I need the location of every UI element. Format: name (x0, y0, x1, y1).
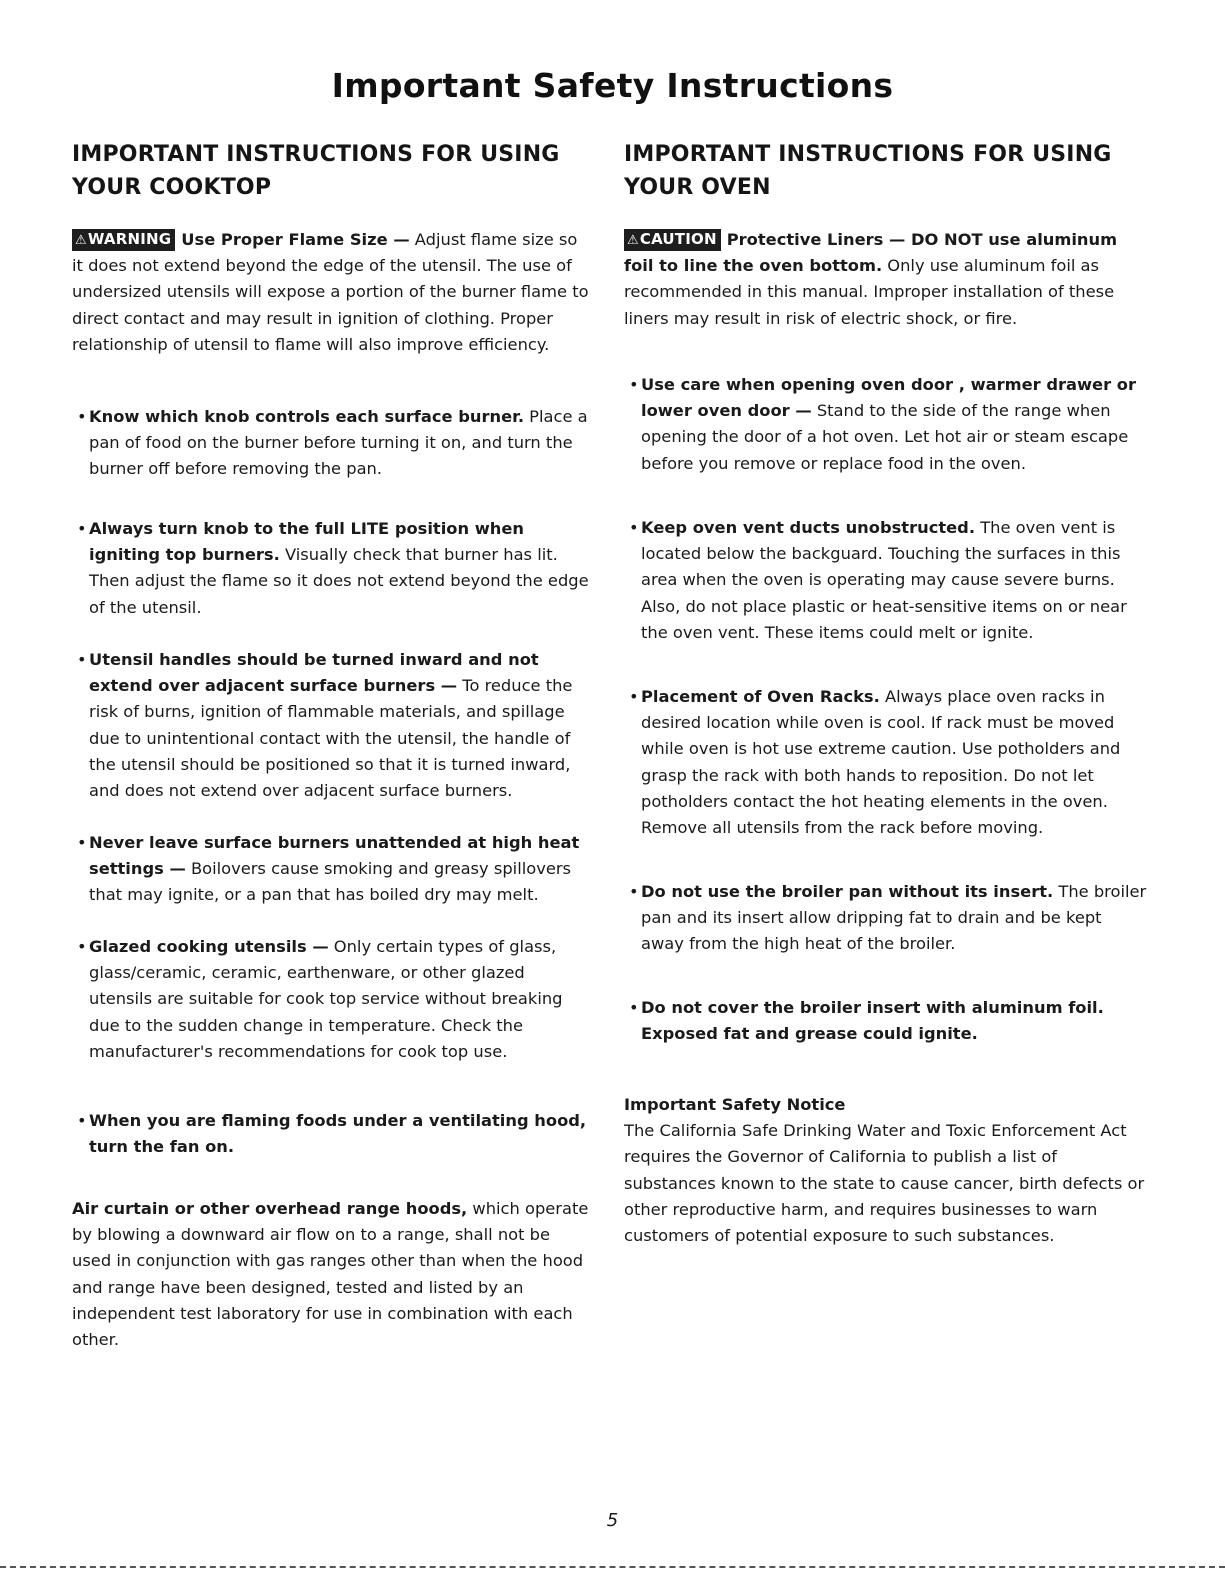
item-lead: Always turn knob to the full LITE position when igniting top burners. (89, 519, 525, 565)
caution-badge (624, 229, 721, 251)
list-item: • Know which knob controls each surface burner. Place a pan of food on the burner before turning it on, and turn the burner off before removing the pan. (77, 407, 588, 479)
notice-title: Important Safety Notice (624, 1095, 846, 1114)
list-item: • Placement of Oven Racks. Always place oven racks in desired location while oven is cool. If rack must be moved while oven is hot use extreme caution. Use potholders and grasp the rack with both hands to reposition. Do not let potholders contact the hot heating elements in the oven. Remove all utensils from the rack before moving. (629, 687, 1121, 838)
page-number: 5 (606, 1510, 619, 1531)
page-title: Important Safety Instructions (331, 66, 894, 105)
item-lead: Use care when opening oven door , warmer drawer or lower oven door — (641, 375, 1137, 421)
item-lead: Keep oven vent ducts unobstructed. (641, 518, 976, 537)
item-text: Visually check that burner has lit. Then adjust the flame so it does not extend beyond the edge of the utensil. (89, 545, 589, 617)
item-lead: Know which knob controls each surface burner. (89, 407, 524, 426)
air-curtain-lead: Air curtain or other overhead range hoods, (72, 1199, 468, 1218)
air-curtain-paragraph (72, 1196, 592, 1353)
warning-badge (72, 229, 175, 251)
item-text: The oven vent is located below the backguard. Touching the surfaces in this area when the oven is operating may cause severe burns. Also, do not place plastic or heat-sensitive items on or near the oven vent. These items could melt or ignite. (641, 518, 1127, 642)
item-text: Stand to the side of the range when opening the door of a hot oven. Let hot air or steam escape before you remove or replace food in the oven. (641, 401, 1129, 473)
oven-section-heading: IMPORTANT INSTRUCTIONS FOR USING YOUR OVEN (624, 142, 1112, 200)
caution-block (624, 227, 1149, 332)
item-text: The broiler pan and its insert allow dripping fat to drain and be kept away from the high heat of the broiler. (641, 882, 1147, 954)
list-item: • Glazed cooking utensils — Only certain types of glass, glass/ceramic, ceramic, earthenware, or other glazed utensils are suitable for cook top service without breaking due to the sudden change in temperature. Check the manufacturer's recommendations for cook top use. (77, 937, 563, 1061)
item-lead: Do not cover the broiler insert with aluminum foil. Exposed fat and grease could ignite. (641, 998, 1104, 1044)
notice-text: The California Safe Drinking Water and Toxic Enforcement Act requires the Governor of California to publish a list of substances known to the state to cause cancer, birth defects or other reproductive harm, and requires businesses to warn customers of potential exposure to such substances. (624, 1121, 1145, 1246)
item-lead: Glazed cooking utensils — (89, 937, 329, 956)
item-lead: Never leave surface burners unattended at high heat settings — (89, 833, 580, 879)
item-lead: Placement of Oven Racks. (641, 687, 880, 706)
warning-text: Adjust flame size so it does not extend beyond the edge of the utensil. The use of undersized utensils will expose a portion of the burner flame to direct contact and may result in ignition of clothing. Proper relationship of utensil to flame will also improve efficiency. (72, 230, 589, 354)
item-text: Always place oven racks in desired location while oven is cool. If rack must be moved while oven is hot use extreme caution. Use potholders and grasp the rack with both hands to reposition. Do not let potholders contact the hot heating elements in the oven. Remove all utensils from the rack before moving. (641, 687, 1121, 838)
item-text: Boilovers cause smoking and greasy spillovers that may ignite, or a pan that has boiled dry may melt. (89, 859, 572, 905)
caution-text: Only use aluminum foil as recommended in this manual. Improper installation of these liners may result in risk of electric shock, or fire. (624, 256, 1115, 328)
bottom-divider (0, 1566, 1225, 1568)
caution-badge-label: CAUTION (639, 230, 717, 248)
safety-notice (624, 1092, 1149, 1249)
item-text: To reduce the risk of burns, ignition of flammable materials, and spillage due to unintentional contact with the utensil, the handle of the utensil should be positioned so that it is turned inward, and does not extend over adjacent surface burners. (89, 676, 573, 801)
item-lead: Do not use the broiler pan without its insert. (641, 882, 1054, 901)
air-curtain-text: which operate by blowing a downward air flow on to a range, shall not be used in conjunction with gas ranges other than when the hood and range have been designed, tested and listed by an independent test laboratory for use in combination with each other. (72, 1199, 589, 1350)
warning-block (72, 227, 592, 358)
list-item: • Do not cover the broiler insert with aluminum foil. Exposed fat and grease could ignite. (629, 998, 1104, 1044)
item-text: Place a pan of food on the burner before turning it on, and turn the burner off before removing the pan. (89, 407, 588, 479)
cooktop-column (72, 138, 592, 1350)
list-item: • Keep oven vent ducts unobstructed. The oven vent is located below the backguard. Touching the surfaces in this area when the oven is operating may cause severe burns. Also, do not place plastic or heat-sensitive items on or near the oven vent. These items could melt or ignite. (629, 518, 1127, 642)
oven-column (624, 138, 1149, 1246)
item-lead: When you are flaming foods under a ventilating hood, turn the fan on. (89, 1111, 587, 1157)
warning-badge-label: WARNING (87, 230, 172, 248)
warning-triangle-icon: ⚠ (75, 233, 87, 248)
item-lead: Utensil handles should be turned inward and not extend over adjacent surface burners — (89, 650, 539, 696)
caution-lead: Protective Liners — DO NOT use aluminum foil to line the oven bottom. (624, 230, 1118, 276)
caution-triangle-icon: ⚠ (627, 233, 639, 248)
list-item: • When you are flaming foods under a ventilating hood, turn the fan on. (77, 1111, 587, 1157)
cooktop-section-heading: IMPORTANT INSTRUCTIONS FOR USING YOUR COOKTOP (72, 142, 560, 200)
list-item: • Always turn knob to the full LITE position when igniting top burners. Visually check that burner has lit. Then adjust the flame so it does not extend beyond the edge of the utensil. (77, 519, 589, 617)
warning-lead: Use Proper Flame Size — (181, 230, 410, 249)
list-item: • Do not use the broiler pan without its insert. The broiler pan and its insert allow dripping fat to drain and be kept away from the high heat of the broiler. (629, 882, 1147, 954)
list-item: • Never leave surface burners unattended at high heat settings — Boilovers cause smoking and greasy spillovers that may ignite, or a pan that has boiled dry may melt. (77, 833, 580, 905)
list-item: • Utensil handles should be turned inward and not extend over adjacent surface burners — To reduce the risk of burns, ignition of flammable materials, and spillage due to unintentional contact with the utensil, the handle of the utensil should be positioned so that it is turned inward, and does not extend over adjacent surface burners. (77, 650, 573, 801)
item-text: Only certain types of glass, glass/ceramic, ceramic, earthenware, or other glazed utensils are suitable for cook top service without breaking due to the sudden change in temperature. Check the manufacturer's recommendations for cook top use. (89, 937, 563, 1061)
list-item: • Use care when opening oven door , warmer drawer or lower oven door — Stand to the side of the range when opening the door of a hot oven. Let hot air or steam escape before you remove or replace food in the oven. (629, 375, 1137, 473)
